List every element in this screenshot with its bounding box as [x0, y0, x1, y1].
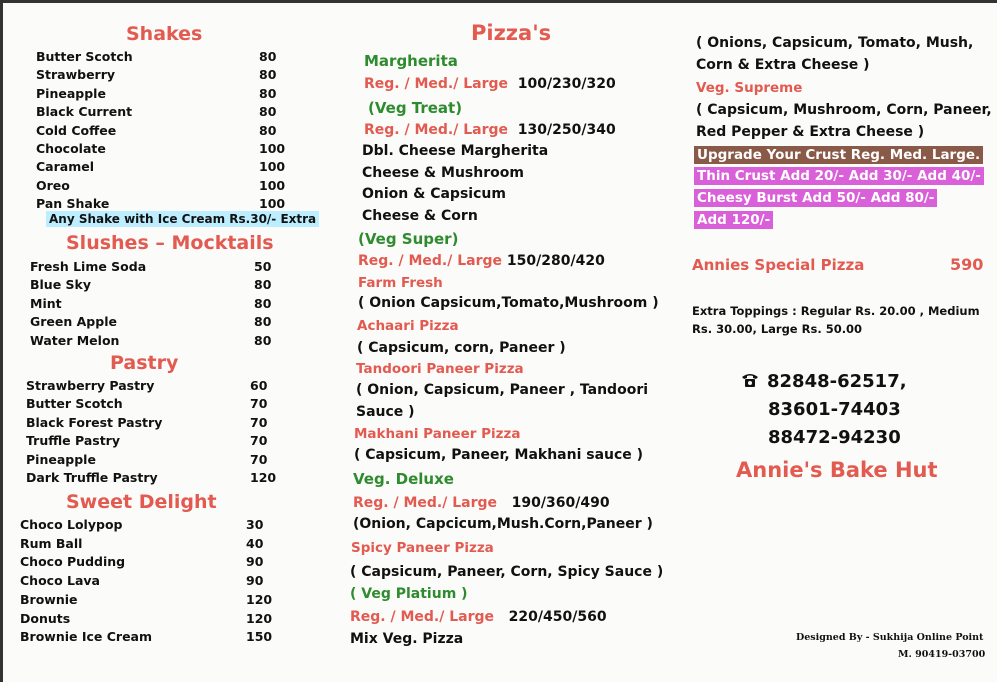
designer-credit: Designed By - Sukhija Online Point: [796, 632, 984, 643]
telephone-icon: [740, 372, 760, 392]
achaari-desc: ( Capsicum, corn, Paneer ): [357, 340, 566, 356]
treat-item: Onion & Capsicum: [362, 186, 506, 202]
designer-mobile: M. 90419-03700: [898, 649, 986, 660]
farm-fresh-title: Farm Fresh: [358, 275, 443, 291]
makhani-title: Makhani Paneer Pizza: [354, 426, 521, 442]
shake-name: Strawberry: [36, 67, 116, 83]
slush-price: 50: [254, 259, 272, 274]
sweet-price: 90: [246, 554, 264, 570]
sweet-name: Choco Lolypop: [20, 517, 123, 532]
veg-supreme-title: Veg. Supreme: [696, 80, 803, 96]
size-label: Reg. / Med./ Large: [364, 122, 509, 138]
achaari-title: Achaari Pizza: [357, 318, 459, 334]
shake-name: Cold Coffee: [36, 122, 117, 138]
shake-name: Pan Shake: [36, 196, 110, 212]
cheesy-burst-row: Cheesy Burst Add 50/- Add 80/-: [694, 189, 937, 207]
sweet-delight-heading: Sweet Delight: [66, 491, 217, 513]
shake-price: 100: [259, 196, 286, 212]
sweet-name: Choco Lava: [20, 573, 100, 589]
pastry-heading: Pastry: [110, 352, 179, 374]
cheesy-burst-large-row: Add 120/-: [694, 211, 773, 229]
extra-toppings: Extra Toppings : Regular Rs. 20.00 , Medium: [692, 304, 980, 318]
slush-price: 80: [254, 295, 272, 311]
pastry-price: 60: [250, 378, 268, 393]
farm-fresh-desc: ( Onion Capsicum,Tomato,Mushroom ): [358, 295, 659, 311]
sweet-name: Choco Pudding: [20, 554, 126, 570]
sweet-name: Brownie: [20, 591, 78, 607]
phone-number: 83601-74403: [768, 399, 901, 420]
treat-item: Cheese & Corn: [362, 208, 478, 224]
sweet-name: Brownie Ice Cream: [20, 629, 153, 645]
size-label: Reg. / Med./ Large: [353, 495, 498, 511]
shake-price: 80: [259, 122, 277, 138]
shakes-heading: Shakes: [126, 23, 203, 45]
margherita-price-row: [364, 76, 616, 92]
slush-name: Fresh Lime Soda: [30, 259, 147, 274]
veg-deluxe-title: Veg. Deluxe: [353, 470, 454, 488]
pastry-name: Black Forest Pastry: [26, 414, 163, 430]
thin-crust-row: Thin Crust Add 20/- Add 30/- Add 40/-: [694, 167, 984, 185]
pastry-name: Dark Truffle Pastry: [26, 470, 158, 485]
shake-price: 80: [259, 67, 277, 83]
brand-name: Annie's Bake Hut: [736, 458, 938, 482]
shake-name: Chocolate: [36, 141, 106, 156]
phone-number: 88472-94230: [768, 427, 901, 448]
slush-name: Water Melon: [30, 332, 120, 348]
annies-special-title: Annies Special Pizza: [692, 256, 865, 274]
veg-deluxe-desc: (Onion, Capcicum,Mush.Corn,Paneer ): [353, 516, 653, 532]
pastry-name: Truffle Pastry: [26, 433, 120, 449]
pastry-name: Strawberry Pastry: [26, 378, 155, 393]
extra-toppings-cont: Rs. 30.00, Large Rs. 50.00: [692, 322, 863, 336]
size-label: Reg. / Med./ Large: [364, 76, 509, 92]
price: 130/250/340: [517, 122, 616, 138]
mix-veg-desc: ( Onions, Capsicum, Tomato, Mush,: [696, 35, 974, 51]
shake-price: 80: [259, 49, 277, 64]
slush-price: 80: [254, 314, 272, 330]
pastry-price: 70: [250, 414, 268, 430]
size-label: Reg. / Med./ Large: [358, 253, 503, 269]
shake-icecream-note: Any Shake with Ice Cream Rs.30/- Extra: [46, 211, 319, 227]
pastry-price: 70: [250, 396, 268, 412]
slush-name: Green Apple: [30, 314, 117, 330]
price: 220/450/560: [508, 609, 607, 625]
shake-name: Caramel: [36, 159, 94, 175]
veg-platium-price-row: [350, 609, 607, 625]
pastry-price: 120: [250, 470, 277, 485]
shake-name: Pineapple: [36, 85, 106, 101]
shake-name: Butter Scotch: [36, 49, 133, 64]
pastry-price: 70: [250, 433, 268, 449]
margherita-title: Margherita: [364, 52, 458, 70]
sweet-name: Donuts: [20, 610, 71, 626]
veg-super-price-row: [358, 253, 605, 269]
pastry-name: Butter Scotch: [26, 396, 123, 412]
veg-supreme-desc: ( Capsicum, Mushroom, Corn, Paneer,: [696, 102, 992, 118]
price: 100/230/320: [517, 76, 616, 92]
shake-price: 80: [259, 85, 277, 101]
mix-veg-desc-cont: Corn & Extra Cheese ): [696, 57, 870, 73]
veg-supreme-desc-cont: Red Pepper & Extra Cheese ): [696, 124, 925, 140]
tandoori-title: Tandoori Paneer Pizza: [356, 361, 524, 377]
veg-treat-price-row: [364, 122, 616, 138]
pizza-heading: Pizza's: [471, 21, 552, 45]
veg-treat-title: (Veg Treat): [368, 99, 463, 117]
treat-item: Cheese & Mushroom: [362, 165, 524, 181]
treat-item: Dbl. Cheese Margherita: [362, 143, 549, 159]
shake-name: Oreo: [36, 177, 70, 193]
sweet-price: 150: [246, 629, 273, 645]
pastry-name: Pineapple: [26, 451, 96, 467]
sweet-price: 90: [246, 573, 264, 589]
sweet-price: 120: [246, 610, 273, 626]
slush-name: Blue Sky: [30, 277, 92, 293]
pastry-price: 70: [250, 451, 268, 467]
mix-veg-title: Mix Veg. Pizza: [350, 631, 464, 647]
shake-name: Black Current: [36, 104, 133, 120]
spicy-paneer-title: Spicy Paneer Pizza: [351, 540, 494, 556]
veg-super-title: (Veg Super): [358, 230, 459, 248]
shake-price: 80: [259, 104, 277, 120]
size-label: Reg. / Med./ Large: [350, 609, 495, 625]
slush-price: 80: [254, 277, 272, 293]
slushes-heading: Slushes – Mocktails: [66, 232, 274, 254]
upgrade-crust-header: Upgrade Your Crust Reg. Med. Large.: [694, 146, 983, 164]
sweet-price: 30: [246, 517, 264, 532]
tandoori-desc: ( Onion, Capsicum, Paneer , Tandoori: [356, 382, 649, 398]
veg-deluxe-price-row: [353, 495, 610, 511]
spicy-paneer-desc: ( Capsicum, Paneer, Corn, Spicy Sauce ): [350, 564, 664, 580]
sweet-price: 40: [246, 535, 264, 551]
price: 190/360/490: [511, 495, 610, 511]
sweet-name: Rum Ball: [20, 535, 83, 551]
price: 150/280/420: [506, 253, 605, 269]
shake-price: 100: [259, 159, 286, 175]
tandoori-desc-cont: Sauce ): [356, 404, 415, 420]
slush-name: Mint: [30, 295, 62, 311]
shake-price: 100: [259, 141, 286, 156]
makhani-desc: ( Capsicum, Paneer, Makhani sauce ): [354, 447, 644, 463]
annies-special-price: 590: [950, 255, 984, 274]
sweet-price: 120: [246, 591, 273, 607]
phone-number: 82848-62517,: [767, 371, 907, 392]
veg-platium-title: ( Veg Platium ): [350, 586, 468, 602]
slush-price: 80: [254, 332, 272, 348]
shake-price: 100: [259, 177, 286, 193]
